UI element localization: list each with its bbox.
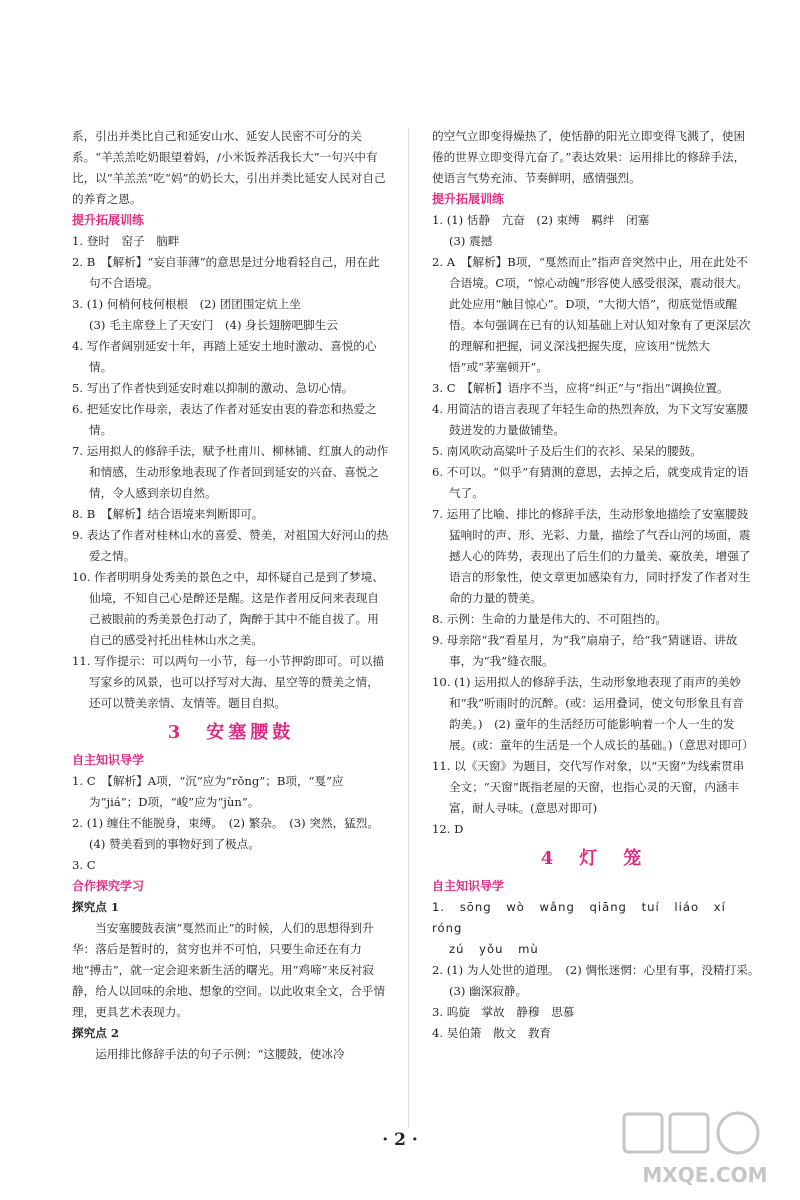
left-answers-1 [72, 231, 390, 714]
answer-item: 2. B 【解析】“妄自菲薄”的意思是过分地看轻自己，用在此句不合语境。 [72, 255, 380, 290]
probe-point-2-label: 探究点 2 [72, 1026, 119, 1040]
answer-item: 1. 登时 窑子 脑畔 [72, 234, 180, 248]
answer-item: 6. 不可以。“似乎”有猜测的意思，去掉之后，就变成肯定的语气了。 [432, 465, 749, 500]
right-intro-paragraph: 的空气立即变得燥热了，使恬静的阳光立即变得飞溅了，使困倦的世界立即变得亢奋了。”表达效果：运用排比的修辞手法，使语言气势充沛、节奏鲜明，感情强烈。 [432, 129, 746, 185]
answer-item: 4. 吴伯箫 散文 教育 [432, 1026, 552, 1040]
answer-item: 5. 写出了作者快到延安时难以抑制的激动、急切心情。 [72, 381, 354, 395]
answer-item: 1. C 【解析】A项，“沉”应为“rǒng”；B项，“戛”应为“jiá”；D项，“峻”应为“jùn”。 [72, 774, 344, 809]
answer-item: 4. 用简洁的语言表现了年轻生命的热烈奔放，为下文写安塞腰鼓迸发的力量做铺垫。 [432, 402, 749, 437]
answer-item: 11. 以《天窗》为题目，交代写作对象，以“天窗”为线索贯串全文；“天窗”既指老屋的天窗，也指心灵的天窗，内涵丰富，耐人寻味。(意思对即可) [432, 759, 745, 815]
answer-item: 8. 示例：生命的力量是伟大的、不可阻挡的。 [432, 612, 668, 626]
answer-item: 3. C [72, 858, 96, 872]
probe-point-1-label: 探究点 1 [72, 900, 119, 914]
answer-item: 5. 南风吹动高粱叶子及后生们的衣衫、呆呆的腰鼓。 [432, 444, 702, 458]
answer-item: 12. D [432, 822, 464, 836]
section-heading-cooperative-study: 合作探究学习 [72, 879, 145, 893]
left-column [72, 126, 390, 1065]
watermark-logo [620, 1108, 790, 1193]
section-heading-extension-training: 提升拓展训练 [432, 192, 505, 206]
answer-item: 4. 写作者阔别延安十年，再踏上延安土地时激动、喜悦的心情。 [72, 339, 377, 374]
answer-item: (3) 震撼 [449, 234, 493, 248]
right-column [432, 126, 766, 1044]
right-answers-1 [432, 210, 754, 840]
pinyin-answers-line-1: 1. sōng wò wǎng qiāng tuí liáo xí róng [432, 900, 726, 935]
answer-item: 10. (1) 运用拟人的修辞手法，生动形象地表现了雨声的美妙和“我”听雨时的沉醉。(或：运用叠词，使文句形象且有音韵美。) (2) 童年的生活经历可能影响着一个人一生的发展。(或：童年的生活是一个人成长的基础。)（意思对即可） [432, 675, 754, 752]
answer-item: 1. (1) 恬静 亢奋 (2) 束缚 羁绊 闭塞 [432, 213, 650, 227]
section-heading-self-study: 自主知识导学 [432, 879, 505, 893]
right-answers-2 [432, 960, 766, 1044]
answer-item: 2. (1) 缠住不能脱身，束缚。 (2) 繁杂。 (3) 突然，猛烈。 (4) 赞美看到的事物好到了极点。 [72, 816, 385, 851]
section-heading-self-study: 自主知识导学 [72, 753, 145, 767]
answer-item: (3) 毛主席登上了天安门 (4) 身长翅膀吧脚生云 [89, 318, 338, 332]
left-answers-2 [72, 771, 390, 876]
page-number: · 2 · [382, 1130, 418, 1150]
answer-item: 7. 运用拟人的修辞手法，赋予杜甫川、柳林铺、红旗人的动作和情感，生动形象地表现了作者回到延安的兴奋、喜悦之情，令人感到亲切自然。 [72, 444, 389, 500]
answer-item: 10. 作者明明身处秀美的景色之中，却怀疑自己是到了梦境、仙境，不知自己心是醉还是醒。这是作者用反问来表现自己被眼前的秀美景色打动了，陶醉于其中不能自拔了。用自己的感受衬托出桂林山水之美。 [72, 570, 384, 647]
svg-text:MXQE.COM: MXQE.COM [642, 1163, 768, 1187]
lesson-title-lantern: 4 灯 笼 [540, 848, 646, 869]
answer-item: 3. (1) 何梢何枝何根根 (2) 团团围定炕上坐 [72, 297, 301, 311]
answer-item: 9. 母亲陪“我”看星月，为“我”扇扇子，给“我”猜谜语、讲故事，为“我”缝衣服。 [432, 633, 738, 668]
column-divider [408, 128, 409, 1128]
answer-item: 3. 呜旋 掌故 静穆 思慕 [432, 1005, 575, 1019]
answer-item: 7. 运用了比喻、排比的修辞手法，生动形象地描绘了安塞腰鼓猛响时的声、形、光彩、力量，描绘了气吞山河的场面，震撼人心的阵势，表现出了后生们的力量美、豪放美，增强了语言的形象性，使文章更加感染有力，同时抒发了作者对生命的力量的赞美。 [432, 507, 751, 605]
probe-point-2-text: 运用排比修辞手法的句子示例：“这腰鼓，使冰冷 [95, 1047, 345, 1061]
lesson-title-ansai-drum: 3 安塞腰鼓 [167, 722, 295, 743]
probe-point-1-text: 当安塞腰鼓表演“戛然而止”的时候，人们的思想得到升华：落后是暂时的，贫穷也并不可怕，只要生命还在有力地“搏击”，就一定会迎来新生活的曙光。用“鸡啼”来反衬寂静，给人以回味的余地、想象的空间。以此收束全文，合乎情理，更具艺术表现力。 [72, 921, 386, 1019]
answer-item: 9. 表达了作者对桂林山水的喜爱、赞美，对祖国大好河山的热爱之情。 [72, 528, 389, 563]
answer-item: 3. C 【解析】语序不当，应将“纠正”与“指出”调换位置。 [432, 381, 729, 395]
answer-item: 11. 写作提示：可以两句一小节，每一小节押韵即可。可以描写家乡的风景，也可以抒写对大海、星空等的赞美之情，还可以赞美亲情、友情等。题目自拟。 [72, 654, 384, 710]
answer-item: 2. (1) 为人处世的道理。 (2) 惆怅迷惘：心里有事，没精打采。 (3) 幽深寂静。 [432, 963, 766, 998]
section-heading-extension-training: 提升拓展训练 [72, 213, 145, 227]
left-intro-paragraph: 系，引出并类比自己和延安山水、延安人民密不可分的关系。“羊羔羔吃奶眼望着妈，/小米饭养活我长大”一句兴中有比，以“羊羔羔”吃“妈”的奶长大，引出并类比延安人民对自己的养育之恩。 [72, 129, 386, 206]
pinyin-answers-line-2: zú yǒu mù [449, 942, 539, 956]
answer-item: 8. B 【解析】结合语境来判断即可。 [72, 507, 264, 521]
answer-item: 2. A 【解析】B项，“戛然而止”指声音突然中止，用在此处不合语境。C项，“惊心动魄”形容使人感受很深，震动很大。此处应用“触目惊心”。D项，“大彻大悟”，彻底觉悟或醒悟。本句强调在已有的认知基础上对认知对象有了更深层次的理解和把握，词义深浅把握失度，应该用“恍然大悟”或“茅塞顿开”。 [432, 255, 751, 374]
answer-item: 6. 把延安比作母亲，表达了作者对延安由衷的眷恋和热爱之情。 [72, 402, 377, 437]
